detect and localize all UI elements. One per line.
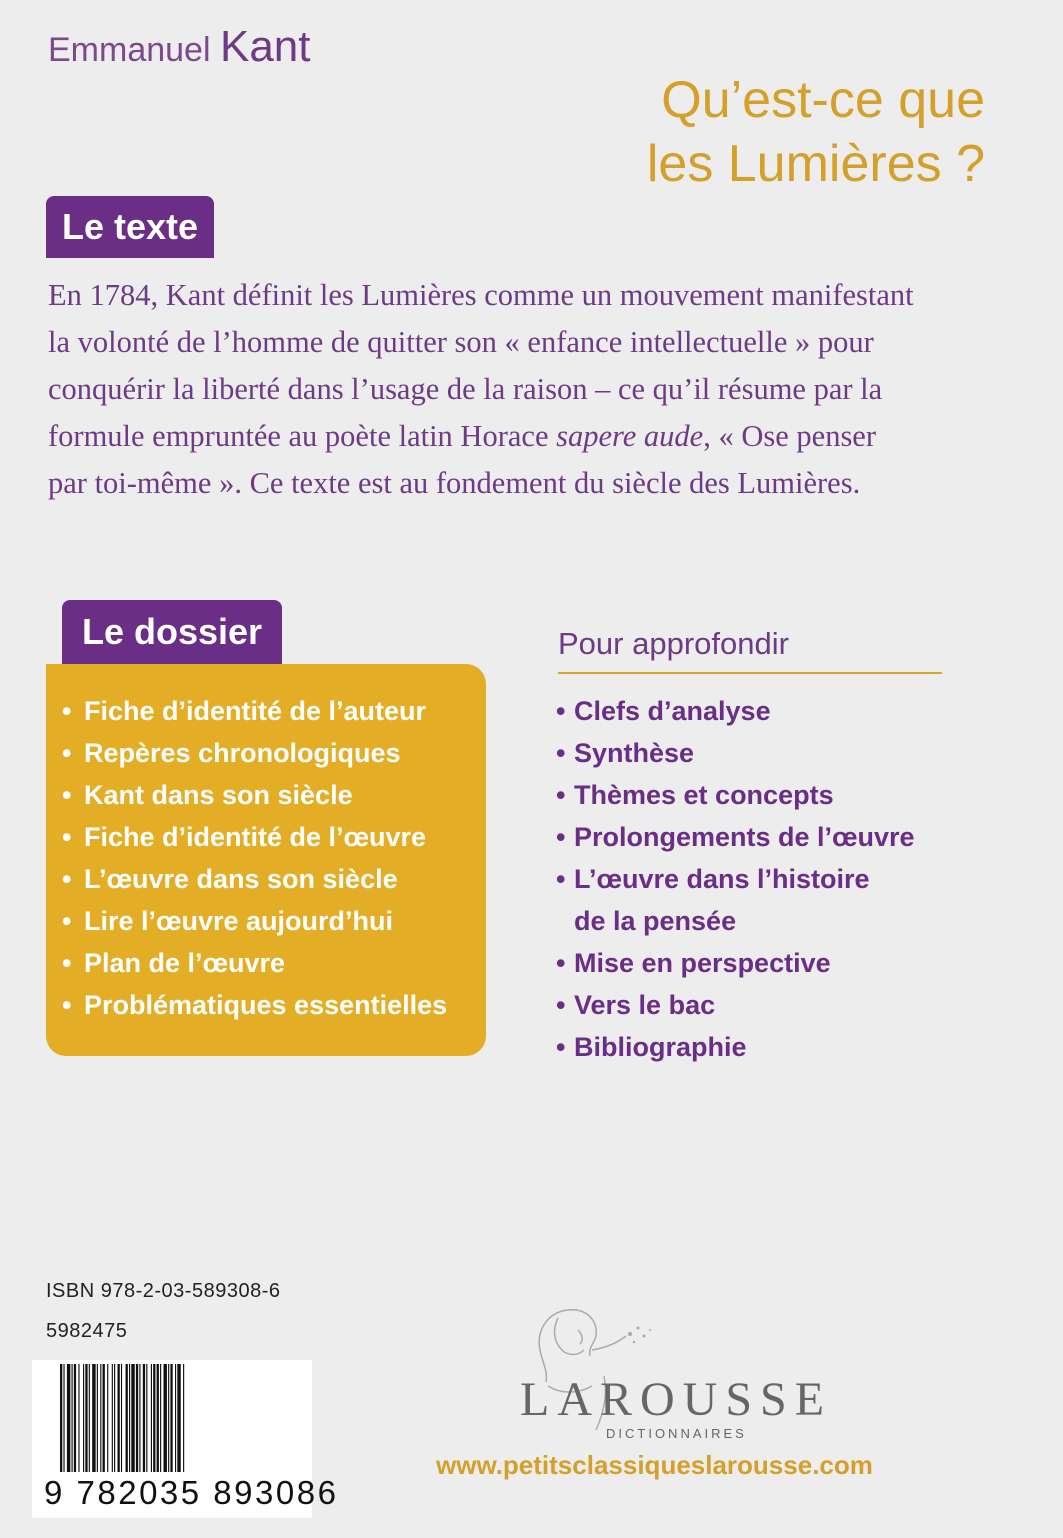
summary-line-1: En 1784, Kant définit les Lumières comme un mouvement manifestant — [48, 278, 914, 312]
bullet-icon: • — [556, 780, 566, 810]
dossier-item: • Lire l’œuvre aujourd’hui — [62, 900, 447, 942]
le-dossier-tab: Le dossier — [62, 600, 282, 664]
summary-line-2: la volonté de l’homme de quitter son « enfance intellectuelle » pour — [48, 325, 874, 359]
bullet-icon: • — [62, 948, 72, 978]
bullet-icon: • — [556, 864, 566, 894]
dossier-item: • Kant dans son siècle — [62, 774, 447, 816]
dossier-item: • Problématiques essentielles — [62, 984, 447, 1026]
bullet-icon: • — [556, 948, 566, 978]
bullet-icon: • — [62, 738, 72, 768]
bullet-icon: • — [62, 780, 72, 810]
barcode-icon — [60, 1364, 306, 1472]
pour-approfondir-heading: Pour approfondir — [558, 626, 942, 674]
summary-paragraph — [48, 272, 988, 507]
bullet-icon: • — [62, 696, 72, 726]
approfondir-list — [556, 690, 915, 1068]
bullet-icon: • — [62, 906, 72, 936]
approfondir-item: • Vers le bac — [556, 984, 915, 1026]
dossier-item: • L’œuvre dans son siècle — [62, 858, 447, 900]
approfondir-item: • Synthèse — [556, 732, 915, 774]
bullet-icon: • — [62, 864, 72, 894]
publisher-logo-subtitle: DICTIONNAIRES — [606, 1426, 747, 1441]
approfondir-item-continuation: de la pensée — [574, 906, 737, 936]
summary-line-4-italic: sapere aude — [556, 419, 704, 453]
summary-line-5: par toi-même ». Ce texte est au fondement du siècle des Lumières. — [48, 466, 861, 500]
website-url[interactable]: www.petitsclassiqueslarousse.com — [436, 1450, 873, 1480]
bullet-icon: • — [556, 738, 566, 768]
approfondir-item: • Clefs d’analyse — [556, 690, 915, 732]
summary-line-3: conquérir la liberté dans l’usage de la raison – ce qu’il résume par la — [48, 372, 883, 406]
dossier-item: • Fiche d’identité de l’œuvre — [62, 816, 447, 858]
book-title — [647, 68, 985, 196]
bullet-icon: • — [556, 696, 566, 726]
barcode-digits: 9 782035 893086 — [44, 1474, 339, 1511]
dossier-list — [62, 690, 447, 1026]
summary-line-4b: , « Ose penser — [703, 419, 877, 453]
dossier-item: • Fiche d’identité de l’auteur — [62, 690, 447, 732]
summary-line-4a: formule empruntée au poète latin Horace — [48, 419, 557, 453]
dossier-item: • Repères chronologiques — [62, 732, 447, 774]
dossier-item: • Plan de l’œuvre — [62, 942, 447, 984]
book-title-line1: Qu’est-ce que — [661, 71, 985, 129]
le-texte-tab: Le texte — [46, 196, 214, 258]
approfondir-item: • Prolongements de l’œuvre — [556, 816, 915, 858]
bullet-icon: • — [556, 1032, 566, 1062]
bullet-icon: • — [556, 822, 566, 852]
isbn-text: ISBN 978-2-03-589308-6 — [46, 1280, 281, 1302]
author-first-name: Emmanuel — [48, 31, 211, 69]
summary-line-4 — [48, 413, 988, 460]
approfondir-item: • Thèmes et concepts — [556, 774, 915, 816]
book-title-line2: les Lumières ? — [646, 135, 985, 193]
author-name — [48, 22, 310, 72]
bullet-icon: • — [62, 822, 72, 852]
bullet-icon: • — [62, 990, 72, 1020]
approfondir-item: • L’œuvre dans l’histoire de la pensée — [556, 858, 915, 942]
author-last-name: Kant — [219, 22, 311, 71]
product-code: 5982475 — [46, 1320, 128, 1342]
bullet-icon: • — [556, 990, 566, 1020]
approfondir-item: • Bibliographie — [556, 1026, 915, 1068]
publisher-logo-text: LAROUSSE — [520, 1373, 833, 1426]
approfondir-item: • Mise en perspective — [556, 942, 915, 984]
